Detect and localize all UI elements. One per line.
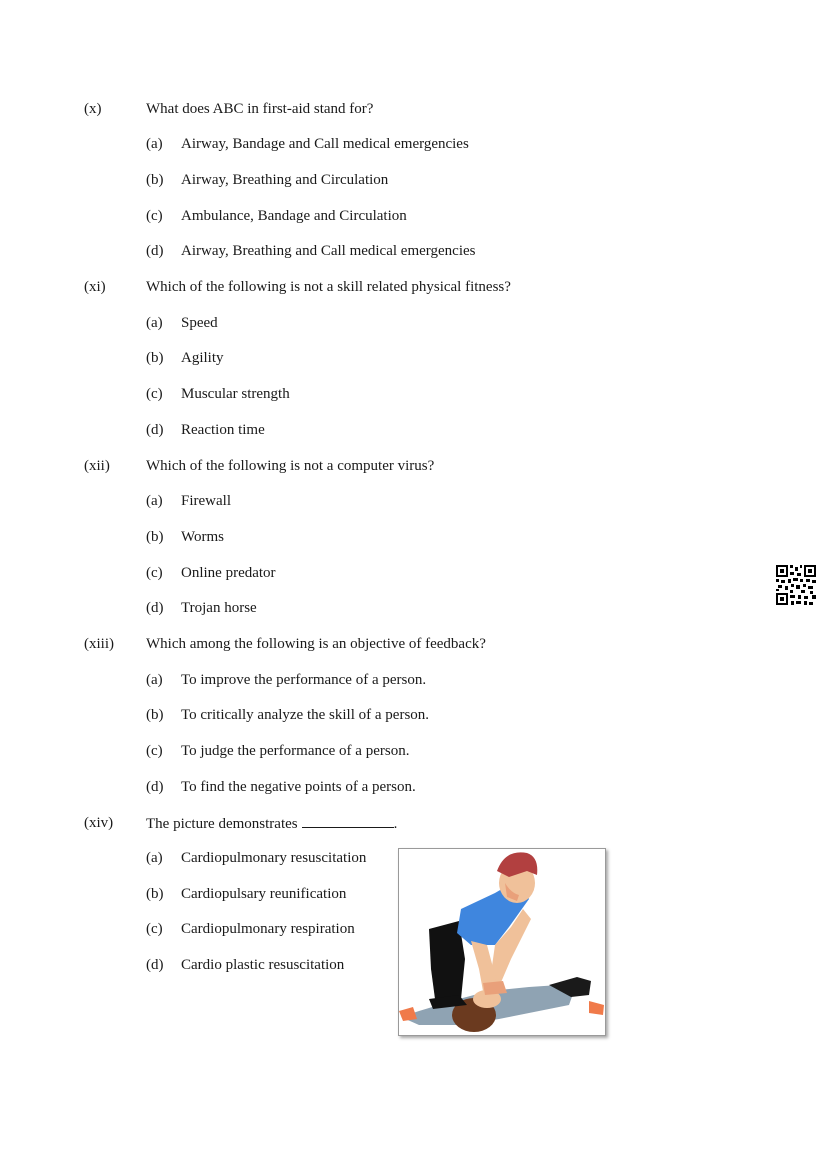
option-text: Airway, Breathing and Call medical emergencies	[181, 243, 476, 259]
option-text: To find the negative points of a person.	[181, 779, 416, 795]
option-letter: (a)	[146, 136, 163, 152]
option-text: Trojan horse	[181, 600, 257, 616]
option-letter: (a)	[146, 493, 163, 509]
option-text: Airway, Breathing and Circulation	[181, 172, 389, 188]
option-letter: (c)	[146, 386, 163, 402]
question-number-x: (x)	[84, 101, 102, 117]
option-letter: (b)	[146, 350, 164, 366]
option-text: Airway, Bandage and Call medical emergencies	[181, 136, 469, 152]
option-letter: (d)	[146, 957, 164, 973]
question-text-xiii: Which among the following is an objective of feedback?	[146, 636, 486, 652]
option-letter: (a)	[146, 672, 163, 688]
option-letter: (d)	[146, 422, 164, 438]
option-letter: (b)	[146, 886, 164, 902]
option-text: Firewall	[181, 493, 231, 509]
question-text-xi: Which of the following is not a skill related physical fitness?	[146, 279, 511, 295]
question-text-x: What does ABC in first-aid stand for?	[146, 101, 374, 117]
answer-blank	[302, 815, 394, 828]
question-number-xiii: (xiii)	[84, 636, 114, 652]
option-text: Agility	[181, 350, 224, 366]
option-letter: (c)	[146, 208, 163, 224]
question-stem-end: .	[393, 816, 398, 832]
option-letter: (a)	[146, 315, 163, 331]
option-text: Cardio plastic resuscitation	[181, 957, 345, 973]
cpr-illustration	[398, 848, 606, 1036]
option-text: To improve the performance of a person.	[181, 672, 427, 688]
option-text: To judge the performance of a person.	[181, 743, 410, 759]
option-text: Cardiopulsary reunification	[181, 886, 347, 902]
question-text-xii: Which of the following is not a computer virus?	[146, 458, 435, 474]
option-letter: (a)	[146, 850, 163, 866]
option-letter: (b)	[146, 529, 164, 545]
question-number-xiv: (xiv)	[84, 815, 114, 831]
option-text: Speed	[181, 315, 218, 331]
option-letter: (d)	[146, 600, 164, 616]
question-number-xii: (xii)	[84, 458, 110, 474]
option-letter: (c)	[146, 565, 163, 581]
option-text: Online predator	[181, 565, 276, 581]
option-letter: (c)	[146, 921, 163, 937]
option-letter: (d)	[146, 243, 164, 259]
question-number-xi: (xi)	[84, 279, 106, 295]
question-text-xiv	[146, 815, 397, 833]
option-text: Ambulance, Bandage and Circulation	[181, 208, 407, 224]
qr-code-icon	[776, 565, 816, 605]
option-text: Worms	[181, 529, 224, 545]
option-letter: (d)	[146, 779, 164, 795]
option-text: Cardiopulmonary respiration	[181, 921, 355, 937]
option-text: Muscular strength	[181, 386, 290, 402]
option-letter: (b)	[146, 172, 164, 188]
option-text: To critically analyze the skill of a person.	[181, 707, 430, 723]
option-letter: (c)	[146, 743, 163, 759]
option-text: Reaction time	[181, 422, 265, 438]
option-text: Cardiopulmonary resuscitation	[181, 850, 367, 866]
question-stem: The picture demonstrates	[146, 816, 298, 832]
option-letter: (b)	[146, 707, 164, 723]
